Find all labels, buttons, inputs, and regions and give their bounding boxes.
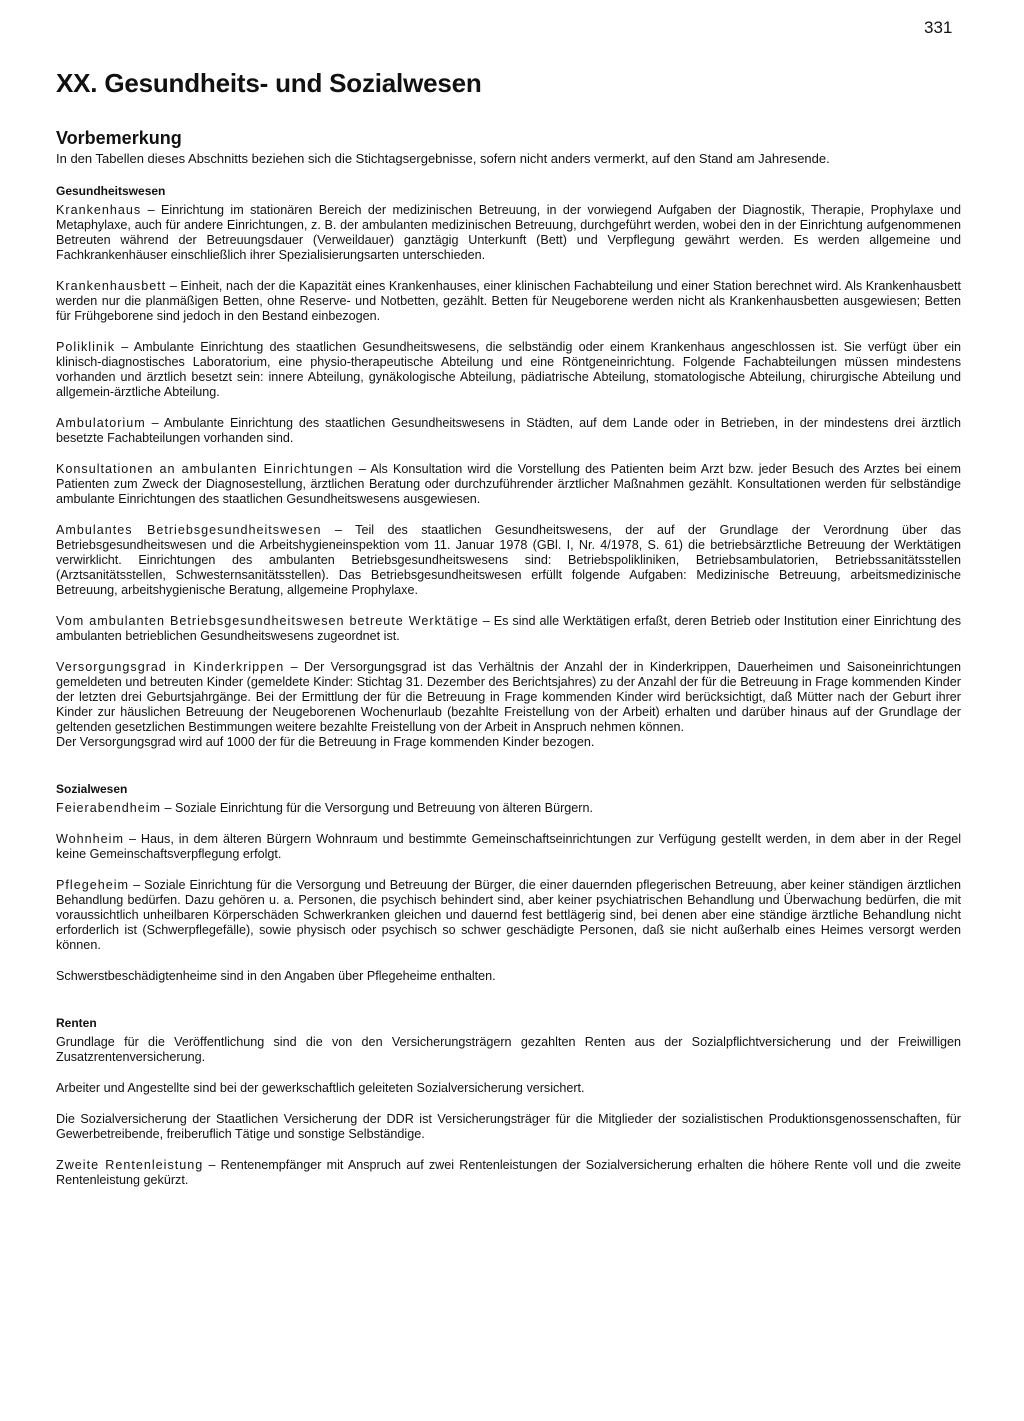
definition-pflegeheim [56, 878, 961, 953]
definition-term: Feierabendheim [56, 801, 162, 815]
definition-ambulatorium [56, 416, 961, 446]
social-title: Sozialwesen [56, 782, 128, 796]
definition-krankenhaus [56, 203, 961, 263]
definition-text: – Ambulante Einrichtung des staatlichen Gesundheitswesens, die selbständig oder einem Krankenhaus angeschlossen ist. Sie verfügt über ein klinisch-diagnostisches Laboratorium, eine physio-therapeutische Abteilung und eine Röntgeneinrichtung. Folgende Fachabteilungen müssen mindestens vorhanden und ärztlich besetzt sein: innere Abteilung, gynäkologische Abteilung, pädiatrische Abteilung, stomatologische Abteilung, chirurgische Abteilung und allgemein-ärztliche Abteilung. [56, 340, 961, 399]
definition-term: Krankenhaus [56, 203, 142, 217]
definition-wohnheim [56, 832, 961, 862]
health-section [56, 184, 961, 750]
definition-zweite-rentenleistung [56, 1158, 961, 1188]
definition-konsultationen [56, 462, 961, 507]
definition-betriebsgesundheitswesen [56, 523, 961, 598]
page-number: 331 [924, 18, 953, 37]
definition-betreute-werktaetige [56, 614, 961, 644]
definition-text: – Haus, in dem älteren Bürgern Wohnraum und bestimmte Gemeinschaftseinrichtungen zur Verfügung gestellt werden, in dem aber in der Regel keine Gemeinschaftsverpflegung erfolgt. [56, 832, 961, 861]
definition-extra-text: Der Versorgungsgrad wird auf 1000 der für die Betreuung in Frage kommenden Kinder bezogen. [56, 735, 595, 749]
definition-text: – Soziale Einrichtung für die Versorgung und Betreuung von älteren Bürgern. [161, 801, 593, 815]
definition-krankenhausbett [56, 279, 961, 324]
pensions-paragraph: Die Sozialversicherung der Staatlichen Versicherung der DDR ist Versicherungsträger für die Mitglieder der sozialistischen Produktionsgenossenschaften, für Gewerbetreibende, freiberuflich Tätige und sonstige Selbständige. [56, 1112, 961, 1141]
definition-term: Zweite Rentenleistung [56, 1158, 204, 1172]
definition-text: – Rentenempfänger mit Anspruch auf zwei Rentenleistungen der Sozialversicherung erhalten die höhere Rente voll und die zweite Rentenleistung gekürzt. [56, 1158, 962, 1187]
definition-text: – Einheit, nach der die Kapazität eines Krankenhauses, einer klinischen Fachabteilung und einer Station berechnet wird. Als Krankenhausbett werden nur die planmäßigen Betten, ohne Reserve- und Notbetten, gezählt. Betten für Neugeborene werden nicht als Krankenhausbetten ausgewiesen; Betten für Frühgeborene sind jedoch in den Bestand einbezogen. [56, 279, 961, 323]
definition-text: – Teil des staatlichen Gesundheitswesens, der auf der Grundlage der Verordnung über das Betriebsgesundheitswesen und die Arbeitshygieneinspektion vom 11. Januar 1978 (GBl. I, Nr. 4/1978, S. 61) die betriebsärztliche Betreuung der Werktätigen verwirklicht. Einrichtungen des ambulanten Betriebsgesundheitswesens sind: Betriebspolikliniken, Betriebsambulatorien, Betriebssanitätsstellen (Arztsanitätsstellen, Schwesternsanitätsstellen). Das Betriebsgesundheitswesen erfüllt folgende Aufgaben: Medizinische Betreuung, arbeitsmedizinische Betreuung, arbeitshygienische Beratung, allgemeine Prophylaxe. [56, 523, 961, 597]
definition-feierabendheim [56, 801, 961, 816]
social-section [56, 782, 961, 984]
pensions-paragraph: Grundlage für die Veröffentlichung sind die von den Versicherungsträgern gezahlten Renten aus der Sozialpflichtversicherung und der Freiwilligen Zusatzrentenversicherung. [56, 1035, 961, 1064]
chapter-title: XX. Gesundheits- und Sozialwesen [56, 68, 482, 98]
pensions-section [56, 1016, 961, 1188]
pensions-paragraph: Arbeiter und Angestellte sind bei der gewerkschaftlich geleiteten Sozialversicherung versichert. [56, 1081, 585, 1095]
definition-text: – Einrichtung im stationären Bereich der medizinischen Betreuung, in der vorwiegend Aufgaben der Diagnostik, Therapie, Prophylaxe und Metaphylaxe, auch für andere Einrichtungen, z. B. der ambulanten medizinischen Betreuung, durchgeführt werden, wobei den in der Einrichtung aufgenommenen Betreuten während der Betreuungsdauer (Verweildauer) ganztägig Unterkunft (Bett) und Verpflegung gewährt werden. Es werden allgemeine und Fachkrankenhäuser einschließlich ihrer Spezialisierungsarten unterschieden. [56, 203, 961, 262]
pensions-title: Renten [56, 1016, 97, 1030]
definition-term: Versorgungsgrad in Kinderkrippen [56, 660, 285, 674]
definition-term: Ambulantes Betriebsgesundheitswesen [56, 523, 322, 537]
definition-term: Vom ambulanten Betriebsgesundheitswesen betreute Werktätige [56, 614, 479, 628]
definition-term: Ambulatorium [56, 416, 146, 430]
definition-term: Pflegeheim [56, 878, 130, 892]
definition-term: Krankenhausbett [56, 279, 167, 293]
preface-title: Vorbemerkung [56, 128, 182, 148]
health-title: Gesundheitswesen [56, 184, 166, 198]
definition-term: Poliklinik [56, 340, 115, 354]
definition-term: Wohnheim [56, 832, 124, 846]
definition-text: – Es sind alle Werktätigen erfaßt, deren Betrieb oder Institution einer Einrichtung des ambulanten betrieblichen Gesundheitswesens zugeordnet ist. [56, 614, 961, 643]
definition-text: – Ambulante Einrichtung des staatlichen Gesundheitswesens in Städten, auf dem Lande oder in Betrieben, in der mindestens drei ärztlich besetzte Fachabteilungen vorhanden sind. [56, 416, 961, 445]
definition-text: – Der Versorgungsgrad ist das Verhältnis der Anzahl der in Kinderkrippen, Dauerheimen und Saisoneinrichtungen gemeldeten und betreuten Kinder (gemeldete Kinder: Stichtag 31. Dezember des Berichtsjahres) zu der Anzahl der für die Betreuung in Frage kommenden Kinder der letzten drei Geburtsjahrgänge. Bei der Ermittlung der für die Betreuung in Frage kommenden Kinder wird berücksichtigt, daß Mütter nach der Geburt ihrer Kinder zur häuslichen Betreuung der Neugeborenen Wochenurlaub (bezahlte Freistellung von der Arbeit) erhalten und darüber hinaus auf der Grundlage der geltenden gesetzlichen Bestimmungen weitere bezahlte Freistellung von der Arbeit in Anspruch nehmen können. [56, 660, 961, 734]
preface-text: In den Tabellen dieses Abschnitts beziehen sich die Stichtagsergebnisse, sofern nicht anders vermerkt, auf den Stand am Jahresende. [56, 151, 830, 166]
definition-text: – Soziale Einrichtung für die Versorgung und Betreuung der Bürger, die einer dauernden pflegerischen Betreuung, aber keiner ständigen ärztlichen Behandlung bedürfen. Dazu gehören u. a. Personen, die psychisch behindert sind, aber keiner psychiatrischen Behandlung und Überwachung bedürfen, die mit voraussichtlich unheilbaren Körperschäden Schwerkranken gleichen und dauernd fest bettlägerig sind, bei denen aber eine ständige ärztliche Behandlung nicht erforderlich ist (Schwerpflegefälle), sowie physisch oder psychisch so schwer geschädigte Personen, daß sie nicht außerhalb eines Heimes versorgt werden können. [56, 878, 961, 952]
social-note: Schwerstbeschädigtenheime sind in den Angaben über Pflegeheime enthalten. [56, 969, 496, 983]
definition-poliklinik [56, 340, 961, 400]
definition-text: – Als Konsultation wird die Vorstellung des Patienten beim Arzt bzw. jeder Besuch des Arztes bei einem Patienten zum Zweck der Diagnosestellung, ärztlichen Beratung oder durchzuführender ärztlicher Maßnahmen gezählt. Konsultationen werden für selbständige ambulante Einrichtungen des staatlichen Gesundheitswesens ausgewiesen. [56, 462, 961, 506]
page-content [56, 128, 961, 1204]
definition-versorgungsgrad [56, 660, 961, 750]
definition-term: Konsultationen an ambulanten Einrichtungen [56, 462, 354, 476]
